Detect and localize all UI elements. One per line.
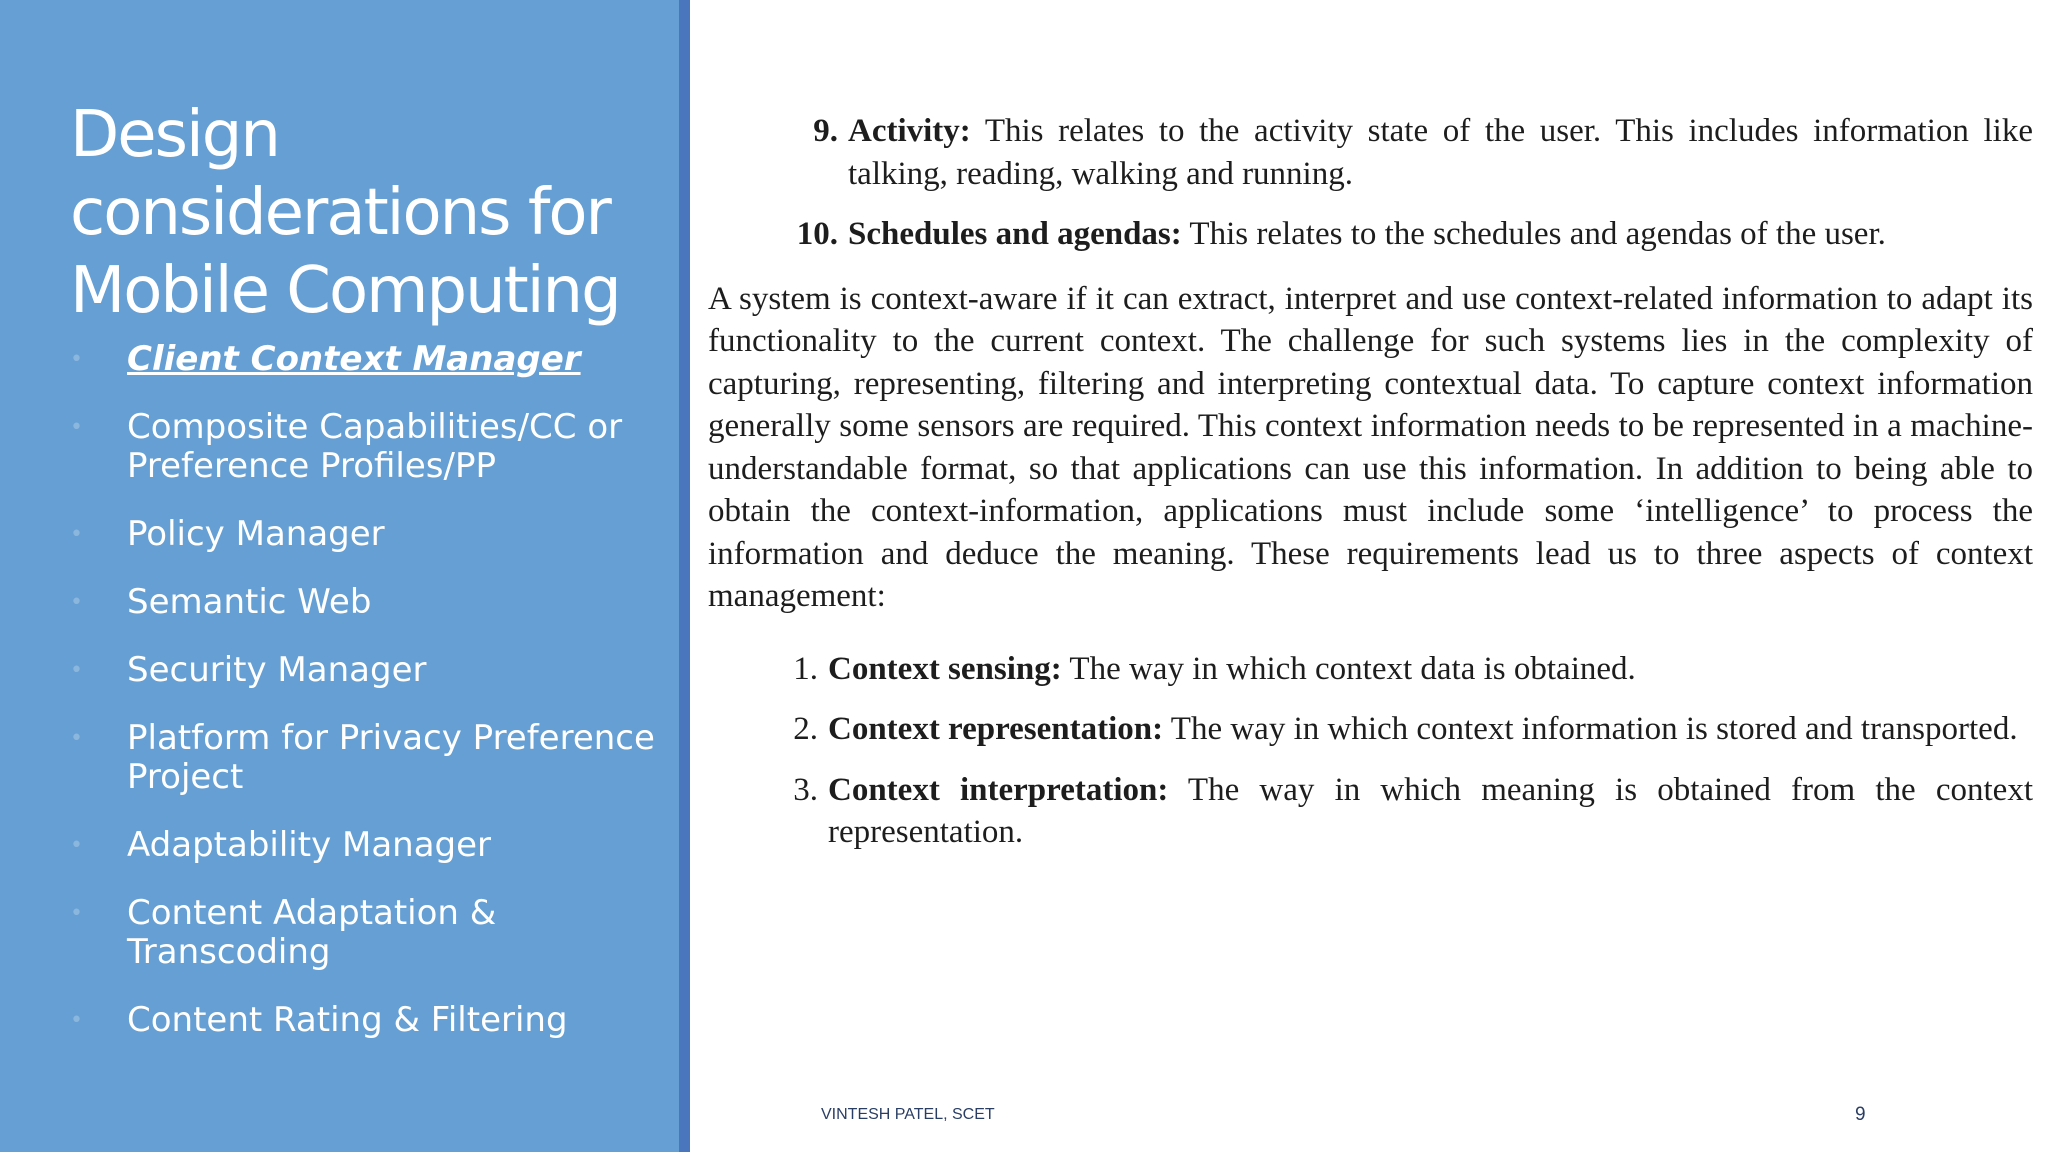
item-text: The way in which context information is stored and transported. [1163, 711, 2018, 747]
item-term: Context interpretation: [828, 771, 1169, 808]
bullet-icon: • [70, 590, 83, 615]
topic-item [70, 826, 660, 865]
topic-label: Content Adaptation & Transcoding [127, 893, 497, 972]
topic-item-client-context-manager[interactable] [70, 340, 660, 379]
numbered-item [708, 213, 2033, 256]
bullet-icon: • [70, 522, 83, 547]
page-number: 9 [1855, 1104, 1866, 1125]
bullet-icon: • [70, 347, 83, 372]
topic-label: Composite Capabilities/CC or Preference Profiles/PP [127, 407, 623, 486]
bullet-icon: • [70, 726, 83, 751]
body-paragraph: A system is context-aware if it can extract, interpret and use context-related information to adapt its functionality to the current context. The challenge for such systems lies in the complexity of capturing, representing, filtering and interpreting contextual data. To capture context information generally some sensors are required. This context information needs to be represented in a machine-understandable format, so that applications can use this information. In addition to being able to obtain the context-information, applications must include some ‘intelligence’ to process the information and deduce the meaning. These requirements lead us to three aspects of context management: [708, 280, 2033, 614]
topic-item [70, 408, 660, 486]
topic-label: Policy Manager [127, 514, 385, 554]
bullet-icon: • [70, 833, 83, 858]
topic-label: Adaptability Manager [127, 825, 492, 865]
item-number: 2. [793, 711, 818, 747]
item-number: 1. [793, 650, 818, 687]
panel-divider [679, 0, 690, 1152]
item-number: 3. [793, 771, 818, 808]
bullet-icon: • [70, 658, 83, 683]
topic-item [70, 894, 660, 972]
aspect-item [708, 648, 2033, 691]
bullet-icon: • [70, 901, 83, 926]
numbered-item [708, 110, 2033, 195]
topic-item [70, 651, 660, 690]
scanned-page [708, 110, 2033, 854]
footer-author: VINTESH PATEL, SCET [821, 1106, 995, 1123]
item-text: This relates to the activity state of the user. This includes information like talking, reading, walking and running. [848, 113, 2033, 192]
item-term: Schedules and agendas: [848, 216, 1182, 252]
item-number: 10. [796, 216, 838, 252]
item-term: Context representation: [828, 711, 1164, 747]
aspect-item [708, 769, 2033, 854]
aspect-item [708, 708, 2033, 751]
item-term: Activity: [848, 113, 971, 149]
topic-label: Semantic Web [127, 582, 372, 622]
topic-item [70, 719, 660, 797]
item-number: 9. [813, 113, 838, 149]
bullet-icon: • [70, 1008, 83, 1033]
topic-item [70, 583, 660, 622]
topic-label: Content Rating & Filtering [127, 1000, 568, 1040]
topic-label: Security Manager [127, 650, 427, 690]
sidebar-panel [0, 0, 679, 1152]
topic-link[interactable]: Client Context Manager [127, 339, 581, 379]
item-term: Context sensing: [828, 650, 1062, 687]
item-text: The way in which meaning is obtained from the context representation. [828, 771, 2034, 850]
topic-item [70, 1001, 660, 1040]
item-text: This relates to the schedules and agendas of the user. [1181, 216, 1886, 252]
topic-list [70, 340, 660, 1069]
slide-title: Design considerations for Mobile Computing [70, 98, 620, 328]
topic-label: Platform for Privacy Preference Project [127, 718, 655, 797]
item-text: The way in which context data is obtained. [1061, 650, 1636, 687]
topic-item [70, 515, 660, 554]
bullet-icon: • [70, 415, 83, 440]
